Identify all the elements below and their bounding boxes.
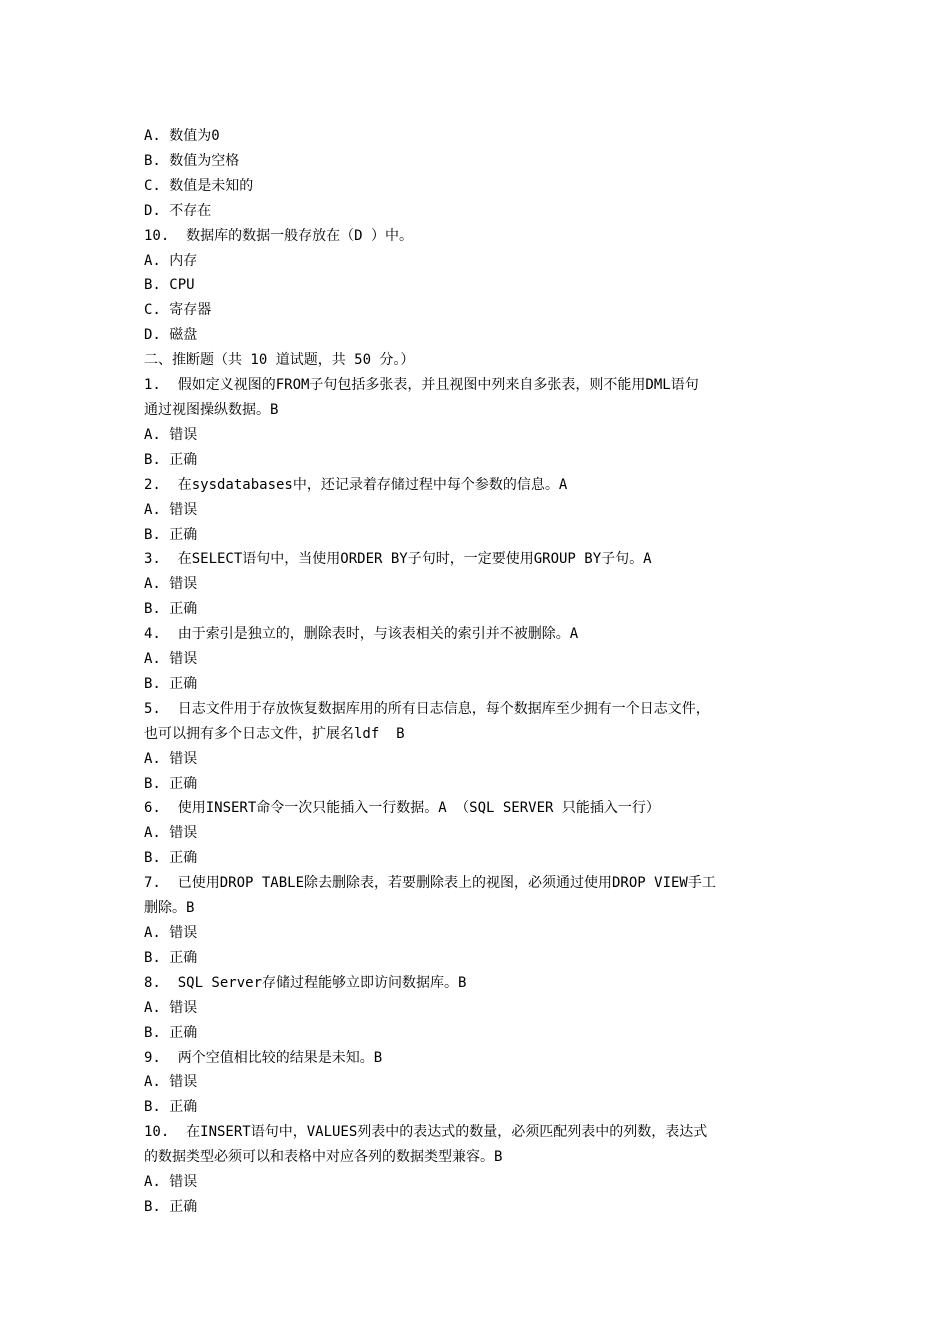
question-line: 的数据类型必须可以和表格中对应各列的数据类型兼容。B xyxy=(144,1149,503,1166)
text-line: B. 正确 xyxy=(144,1198,198,1215)
question-line: 10. 数据库的数据一般存放在（D ）中。 xyxy=(144,227,414,244)
text-line: B. 正确 xyxy=(144,601,198,618)
document-body xyxy=(144,124,824,1220)
text-line: A. 内存 xyxy=(144,252,198,269)
question-line: 也可以拥有多个日志文件，扩展名ldf B xyxy=(144,725,405,742)
text-line: A. 错误 xyxy=(144,1074,198,1091)
text-line: B. 正确 xyxy=(144,1024,198,1041)
question-line: 5. 日志文件用于存放恢复数据库用的所有日志信息，每个数据库至少拥有一个日志文件， xyxy=(144,700,710,717)
question-line: 10. 在INSERT语句中，VALUES列表中的表达式的数量，必须匹配列表中的列数，表达式 xyxy=(144,1124,708,1141)
text-line: B. 正确 xyxy=(144,1099,198,1116)
question-line: 删除。B xyxy=(144,900,195,917)
text-line: D. 不存在 xyxy=(144,202,212,219)
question-line: 1. 假如定义视图的FROM子句包括多张表，并且视图中列来自多张表，则不能用DML语句 xyxy=(144,377,699,394)
text-line: B. 正确 xyxy=(144,949,198,966)
text-line: B. 数值为空格 xyxy=(144,152,240,169)
text-line: B. 正确 xyxy=(144,775,198,792)
question-line: 9. 两个空值相比较的结果是未知。B xyxy=(144,1049,383,1066)
text-line: A. 错误 xyxy=(144,750,198,767)
question-line: 3. 在SELECT语句中，当使用ORDER BY子句时，一定要使用GROUP BY子句。A xyxy=(144,551,652,568)
text-line: B. 正确 xyxy=(144,526,198,543)
text-line: A. 错误 xyxy=(144,925,198,941)
text-line: A. 错误 xyxy=(144,426,198,443)
question-line: 4. 由于索引是独立的，删除表时，与该表相关的索引并不被删除。A xyxy=(144,626,579,643)
text-line: A. 错误 xyxy=(144,651,198,668)
text-line: B. 正确 xyxy=(144,850,198,867)
text-line: A. 数值为0 xyxy=(144,128,220,144)
text-line: A. 错误 xyxy=(144,576,198,593)
text-line: C. 数值是未知的 xyxy=(144,177,254,194)
question-line: 7. 已使用DROP TABLE除去删除表，若要删除表上的视图，必须通过使用DROP VIEW手工 xyxy=(144,875,716,892)
text-line: D. 磁盘 xyxy=(144,327,198,344)
text-line: B. 正确 xyxy=(144,675,198,692)
text-line: A. 错误 xyxy=(144,999,198,1016)
text-line: B. 正确 xyxy=(144,451,198,468)
text-line: A. 错误 xyxy=(144,825,198,842)
question-line: 6. 使用INSERT命令一次只能插入一行数据。A （SQL SERVER 只能插入一行） xyxy=(144,800,660,817)
text-line: A. 错误 xyxy=(144,1174,198,1191)
question-line: 通过视图操纵数据。B xyxy=(144,401,279,418)
text-line: A. 错误 xyxy=(144,501,198,518)
text-line: B. CPU xyxy=(144,277,195,294)
section-heading: 二、推断题（共 10 道试题，共 50 分。） xyxy=(144,352,415,369)
question-line: 2. 在sysdatabases中，还记录着存储过程中每个参数的信息。A xyxy=(144,476,568,493)
text-line: C. 寄存器 xyxy=(144,302,212,319)
question-line: 8. SQL Server存储过程能够立即访问数据库。B xyxy=(144,974,467,991)
